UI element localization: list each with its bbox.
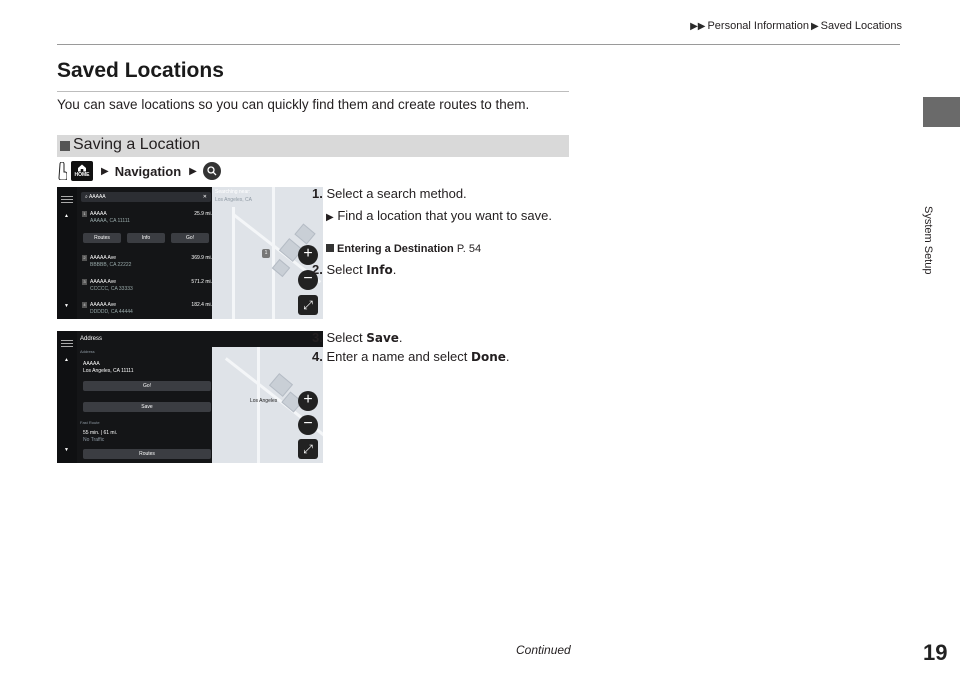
map-view: [212, 187, 323, 319]
go-button[interactable]: Go!: [83, 381, 211, 391]
clear-icon[interactable]: ✕: [202, 194, 207, 200]
map-pin[interactable]: 1: [262, 249, 270, 258]
results-panel: [57, 187, 212, 319]
search-value: AAAAA: [88, 194, 106, 200]
path-arrow-icon: ▶: [189, 165, 197, 177]
searching-near-label: Searching near:: [215, 189, 251, 195]
location-name: AAAAA: [83, 361, 100, 367]
home-label: HOME: [74, 172, 90, 178]
route-duration: 55 min. | 61 mi.: [83, 430, 118, 436]
routes-button[interactable]: Routes: [83, 233, 121, 243]
step-1: 1. Select a search method.: [312, 186, 467, 201]
chapter-tab: [923, 97, 960, 127]
header-rule: [57, 44, 900, 45]
header-bar: [57, 331, 323, 347]
reference-icon: [326, 244, 334, 252]
breadcrumb-part1: Personal Information: [707, 20, 809, 32]
location-city: Los Angeles, CA 11111: [83, 368, 134, 374]
searching-near-place: Los Angeles, CA: [215, 197, 252, 203]
section-heading-text: Saving a Location: [73, 136, 201, 153]
page-title: Saved Locations: [57, 59, 224, 82]
zoom-out-icon[interactable]: −: [298, 270, 318, 290]
sidebar: [57, 331, 77, 463]
fit-view-icon[interactable]: ⤢: [298, 439, 318, 459]
screen-header: Address: [80, 336, 103, 342]
scroll-up-icon[interactable]: ▲: [64, 357, 69, 363]
menu-icon[interactable]: [61, 196, 73, 197]
navigation-path: [57, 160, 221, 182]
screenshot-search-results: [57, 187, 323, 319]
fit-view-icon[interactable]: ⤢: [298, 295, 318, 315]
page-number: 19: [923, 640, 948, 665]
search-field-icon: ⌕: [85, 194, 88, 200]
intro-text: You can save locations so you can quickly find them and create routes to them.: [57, 97, 530, 112]
step-4: 4. Enter a name and select Done.: [312, 349, 510, 364]
house-icon: [77, 164, 87, 172]
breadcrumb-arrow-icon: ▶▶: [690, 21, 706, 32]
result-item[interactable]: 3 AAAAA Ave CCCCC, CA 33333 571.2 mi.: [83, 279, 212, 292]
scroll-up-icon[interactable]: ▲: [64, 213, 69, 219]
step-3: 3. Select Save.: [312, 330, 403, 345]
screenshot-address-detail: [57, 331, 323, 463]
square-bullet-icon: [60, 141, 70, 151]
zoom-in-icon[interactable]: +: [298, 245, 318, 265]
map-view: [212, 347, 323, 463]
save-button[interactable]: Save: [83, 402, 211, 412]
result-item[interactable]: 4 AAAAA Ave DDDDD, CA 44444 182.4 mi.: [83, 302, 212, 315]
scroll-down-icon[interactable]: ▼: [64, 447, 69, 453]
map-city-label: Los Angeles: [250, 398, 278, 404]
go-button[interactable]: Go!: [171, 233, 209, 243]
routes-button[interactable]: Routes: [83, 449, 211, 459]
info-button[interactable]: Info: [127, 233, 165, 243]
sub-arrow-icon: ▶: [326, 212, 334, 223]
result-item[interactable]: 1 AAAAA AAAAA, CA 11111 25.9 mi.: [83, 211, 212, 224]
route-section-label: Fast Route: [80, 420, 100, 425]
chapter-label: System Setup: [922, 206, 934, 275]
step-1-sub: ▶ Find a location that you want to save.: [326, 208, 552, 223]
title-rule: [57, 91, 569, 92]
result-item[interactable]: 2 AAAAA Ave BBBBB, CA 22222 369.9 mi.: [83, 255, 212, 268]
zoom-out-icon[interactable]: −: [298, 415, 318, 435]
details-panel: [57, 347, 212, 463]
breadcrumb-arrow-icon: ▶: [810, 21, 819, 32]
menu-icon[interactable]: [61, 340, 73, 341]
cross-reference[interactable]: Entering a Destination P. 54: [326, 243, 481, 255]
sidebar: [57, 187, 77, 319]
search-input[interactable]: [81, 192, 211, 202]
step-2: 2. Select Info.: [312, 262, 397, 277]
navigation-label: Navigation: [114, 163, 182, 179]
finger-press-icon: [57, 162, 67, 180]
scroll-down-icon[interactable]: ▼: [64, 303, 69, 309]
traffic-status: No Traffic: [83, 437, 105, 443]
continued-label: Continued: [516, 643, 571, 657]
home-button-icon: [71, 161, 93, 181]
address-section-label: Address: [80, 349, 95, 354]
breadcrumb-part2: Saved Locations: [820, 20, 902, 32]
search-icon: [203, 162, 221, 180]
section-heading: [57, 135, 569, 157]
zoom-in-icon[interactable]: +: [298, 391, 318, 411]
path-arrow-icon: ▶: [101, 165, 109, 177]
breadcrumb: [688, 20, 902, 32]
